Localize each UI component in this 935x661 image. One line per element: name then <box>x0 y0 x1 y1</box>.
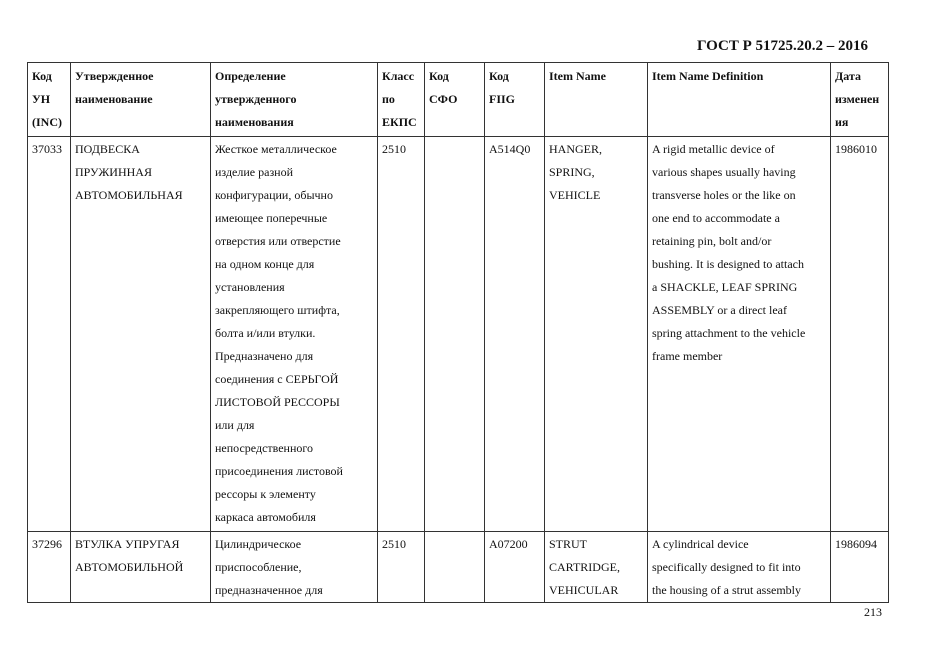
cell-definition: Цилиндрическое приспособление, предназначенное для <box>211 532 378 603</box>
col-header-definition: Определение утвержденного наименования <box>211 63 378 137</box>
page-number: 213 <box>864 605 882 619</box>
cell-definition: Жесткое металлическое изделие разной конфигурации, обычно имеющее поперечные отверстия или отверстие на одном конце для установления закрепляющего штифта, болта и/или втулки. Предназначено для соединения с СЕРЬГОЙ ЛИСТОВОЙ РЕССОРЫ или для непосредственного присоединения листовой рессоры к элементу каркаса автомобиля <box>211 137 378 532</box>
cell-fiig-code: A07200 <box>485 532 545 603</box>
cell-ekps-class: 2510 <box>378 137 425 532</box>
col-header-ekps-class: Класс по ЕКПС <box>378 63 425 137</box>
col-header-item-name: Item Name <box>545 63 648 137</box>
items-table <box>27 62 889 603</box>
cell-sfo-code <box>425 137 485 532</box>
table-header-row <box>28 63 889 137</box>
col-header-approved-name: Утвержденное наименование <box>71 63 211 137</box>
cell-item-name: STRUT CARTRIDGE, VEHICULAR <box>545 532 648 603</box>
cell-sfo-code <box>425 532 485 603</box>
cell-approved-name: ВТУЛКА УПРУГАЯ АВТОМОБИЛЬНОЙ <box>71 532 211 603</box>
cell-item-name-definition: A rigid metallic device of various shapes usually having transverse holes or the like on one end to accommodate a retaining pin, bolt and/or bushing. It is designed to attach a SHACKLE, LEAF SPRING ASSEMBLY or a direct leaf spring attachment to the vehicle frame member <box>648 137 831 532</box>
document-title: ГОСТ Р 51725.20.2 – 2016 <box>697 38 869 54</box>
cell-ekps-class: 2510 <box>378 532 425 603</box>
cell-item-name: HANGER, SPRING, VEHICLE <box>545 137 648 532</box>
cell-approved-name: ПОДВЕСКА ПРУЖИННАЯ АВТОМОБИЛЬНАЯ <box>71 137 211 532</box>
table-row <box>28 137 889 532</box>
col-header-item-name-definition: Item Name Definition <box>648 63 831 137</box>
cell-change-date: 1986094 <box>831 532 889 603</box>
col-header-inc: Код УН (INC) <box>28 63 71 137</box>
cell-inc: 37033 <box>28 137 71 532</box>
col-header-fiig-code: Код FIIG <box>485 63 545 137</box>
col-header-change-date: Дата изменен ия <box>831 63 889 137</box>
cell-fiig-code: A514Q0 <box>485 137 545 532</box>
cell-change-date: 1986010 <box>831 137 889 532</box>
table-row <box>28 532 889 603</box>
cell-item-name-definition: A cylindrical device specifically designed to fit into the housing of a strut assembly <box>648 532 831 603</box>
cell-inc: 37296 <box>28 532 71 603</box>
col-header-sfo-code: Код СФО <box>425 63 485 137</box>
